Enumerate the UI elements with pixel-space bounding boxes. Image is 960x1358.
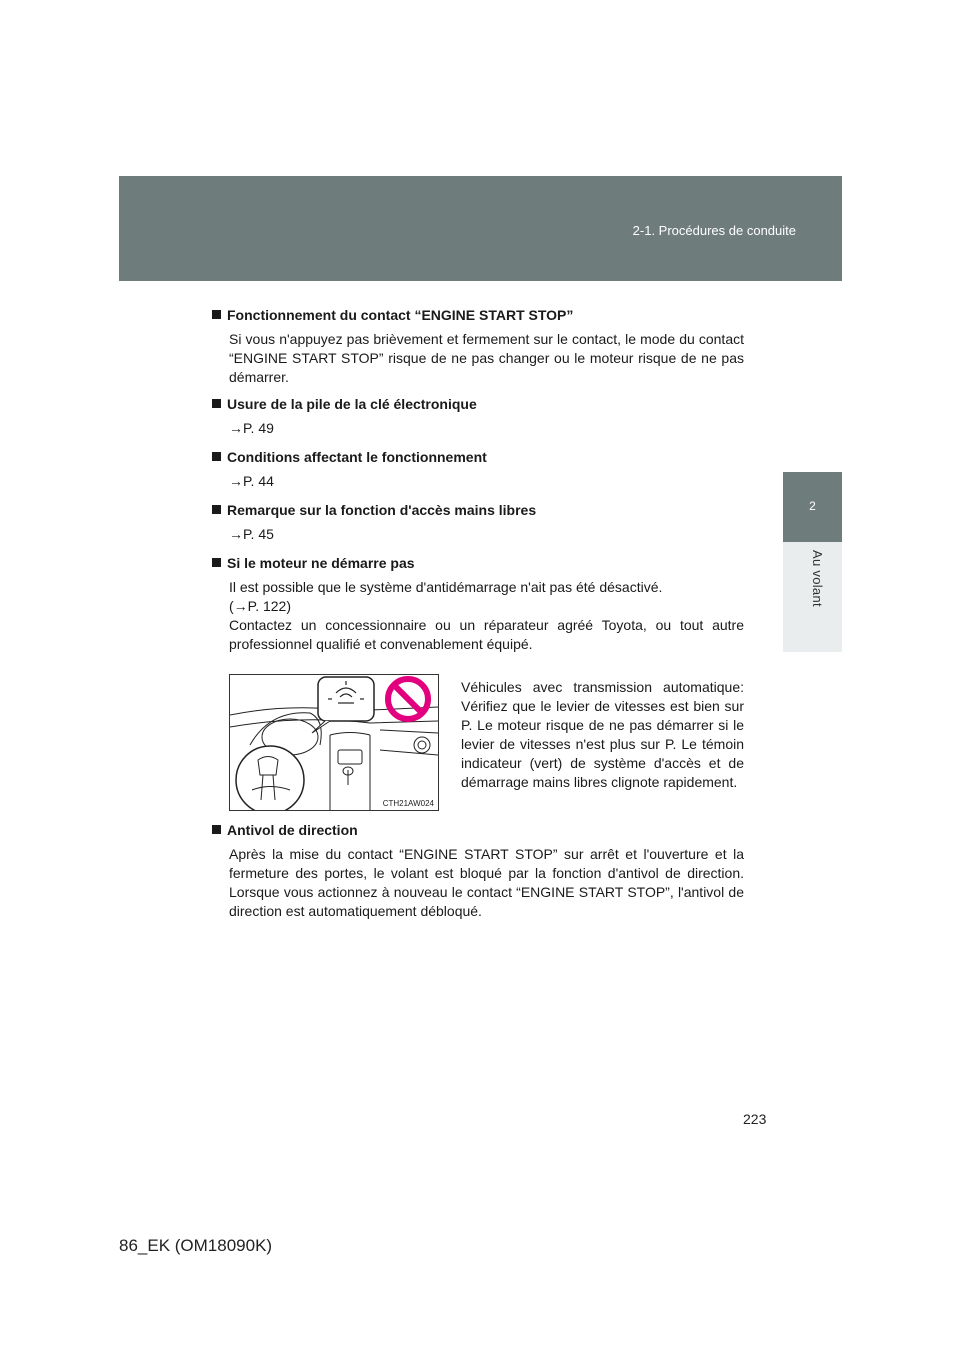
section-engine-switch <box>212 306 744 387</box>
square-bullet-icon <box>212 452 221 461</box>
section-heading: Antivol de direction <box>212 821 744 839</box>
square-bullet-icon <box>212 505 221 514</box>
section-steering-lock <box>212 821 744 921</box>
square-bullet-icon <box>212 558 221 567</box>
shift-lever-zoom <box>236 746 304 810</box>
section-heading: Si le moteur ne démarre pas <box>212 554 744 572</box>
section-title: 2-1. Procédures de conduite <box>632 223 796 238</box>
dashboard-illustration <box>229 674 439 811</box>
chapter-tab-label-area <box>783 542 842 652</box>
section-text: Si vous n'appuyez pas brièvement et fermement sur le contact, le mode du contact “ENGINE START STOP” risque de ne pas changer ou le moteur risque de ne pas démarrer. <box>229 331 744 385</box>
chapter-number: 2 <box>809 499 816 513</box>
page-reference: →P. 49 <box>229 420 274 436</box>
page-reference: →P. 44 <box>229 473 274 489</box>
section-text: Après la mise du contact “ENGINE START STOP” sur arrêt et l'ouverture et la fermeture des portes, le volant est bloqué par la fonction d'antivol de direction. Lorsque vous actionnez à nouveau le contact “ENGINE START STOP”, l'antivol de direction est automatiquement débloqué. <box>229 846 744 919</box>
section-heading: Conditions affectant le fonctionnement <box>212 448 744 466</box>
section-battery <box>212 395 744 438</box>
section-conditions <box>212 448 744 491</box>
section-heading: Remarque sur la fonction d'accès mains libres <box>212 501 744 519</box>
square-bullet-icon <box>212 310 221 319</box>
figure-code: CTH21AW024 <box>382 799 434 808</box>
figure-caption: Véhicules avec transmission automatique: Vérifiez que le levier de vitesses est bien sur P. Le moteur risque de ne pas démarrer si le levier de vitesses n'est plus sur P. Le témoin indicateur (vert) de système d'accès et de démarrage mains libres clignote rapidement. <box>461 679 744 790</box>
square-bullet-icon <box>212 399 221 408</box>
section-heading: Usure de la pile de la clé électronique <box>212 395 744 413</box>
section-text: Contactez un concessionnaire ou un réparateur agréé Toyota, ou tout autre professionnel qualifié et convenablement équipé. <box>229 617 744 652</box>
square-bullet-icon <box>212 825 221 834</box>
document-code: 86_EK (OM18090K) <box>119 1236 273 1255</box>
header-band <box>119 176 842 281</box>
section-handsfree <box>212 501 744 544</box>
section-engine-no-start <box>212 554 744 654</box>
page-reference: →P. 45 <box>229 526 274 542</box>
section-text: Il est possible que le système d'antidémarrage n'ait pas été désactivé. <box>229 579 663 595</box>
chapter-tab <box>783 472 842 542</box>
section-heading: Fonctionnement du contact “ENGINE START STOP” <box>212 306 744 324</box>
chapter-label: Au volant <box>810 550 825 607</box>
dashboard-drawing <box>230 675 438 810</box>
prohibited-icon <box>388 679 428 719</box>
page-reference: (→P. 122) <box>229 598 291 614</box>
main-content <box>212 306 744 929</box>
page-number: 223 <box>743 1111 767 1127</box>
figure-row <box>229 664 744 811</box>
